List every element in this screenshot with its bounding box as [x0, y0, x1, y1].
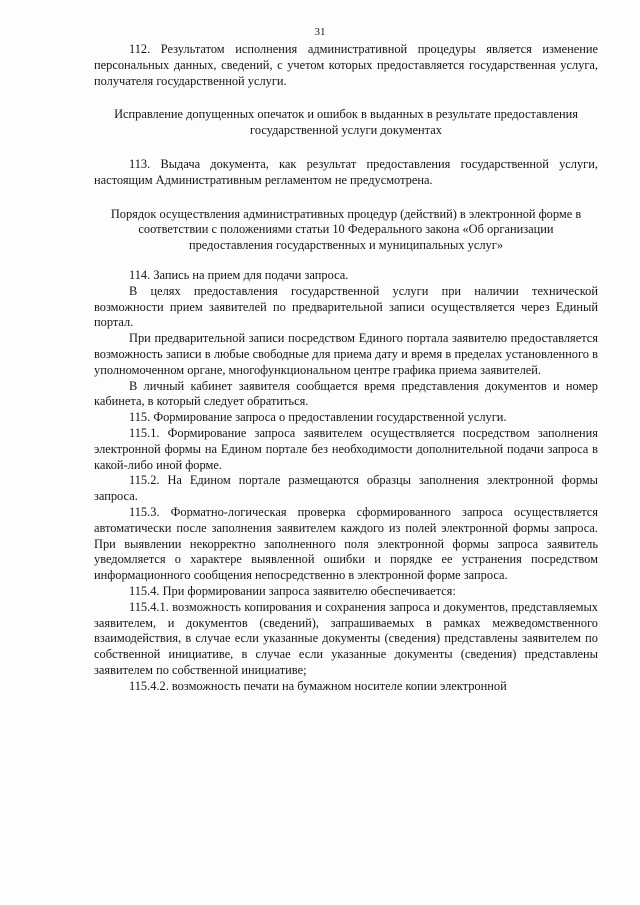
paragraph-115-2: 115.2. На Едином портале размещаются образцы заполнения электронной формы запроса. [94, 473, 598, 504]
paragraph-114: 114. Запись на прием для подачи запроса. [129, 267, 349, 282]
paragraph-114-c: В личный кабинет заявителя сообщается время представления документов и номер кабинета, в который следует обратиться. [94, 378, 598, 409]
paragraph-113: 113. Выдача документа, как результат предоставления государственной услуги, настоящим Административным регламентом не предусмотрена. [94, 156, 598, 187]
paragraph-115-3: 115.3. Форматно-логическая проверка сформированного запроса осуществляется автоматически после заполнения заявителем каждого из полей электронной формы запроса. При выявлении некорректно заполненного поля электронной формы запроса заявитель уведомляется о характере выявленной ошибки и порядке ее устранения посредством информационного сообщения непосредственно в электронной форме запроса. [94, 504, 598, 583]
paragraph-112: 112. Результатом исполнения административной процедуры является изменение персональных данных, сведений, с учетом которых предоставляется государственная услуга, получателя государственной услуги. [94, 42, 598, 88]
paragraph-115: 115. Формирование запроса о предоставлении государственной услуги. [129, 410, 507, 425]
section-heading-electronic-procedures: Порядок осуществления административных процедур (действий) в электронной форме в соответствии с положениями статьи 10 Федерального закона «Об организации предоставления государственных и муниципальных услуг» [110, 206, 582, 253]
section-heading-corrections: Исправление допущенных опечаток и ошибок в выданных в результате предоставления государственной услуги документах [114, 107, 578, 138]
paragraph-115-4-1: 115.4.1. возможность копирования и сохранения запроса и документов, представляемых заявителем, и документов (сведений), запрашиваемых в рамках межведомственного взаимодействия, в случае если указанные документы (сведения) представлены заявителем по собственной инициативе, в случае если указанные документы (сведения) представлены заявителем по собственной инициативе; [94, 599, 598, 677]
paragraph-115-4-2: 115.4.2. возможность печати на бумажном носителе копии электронной [129, 678, 507, 693]
paragraph-115-1: 115.1. Формирование запроса заявителем осуществляется посредством заполнения электронной формы на Едином портале без необходимости дополнительной подачи запроса в какой-либо иной форме. [94, 425, 598, 472]
document-body [94, 42, 598, 694]
paragraph-115-4: 115.4. При формировании запроса заявителю обеспечивается: [129, 583, 456, 598]
paragraph-114-a: В целях предоставления государственной услуги при наличии технической возможности прием заявителей по предварительной записи осуществляется через Единый портал. [94, 283, 598, 330]
page-number: 31 [314, 26, 326, 38]
paragraph-114-b: При предварительной записи посредством Единого портала заявителю предоставляется возможность записи в любые свободные для приема дату и время в пределах установленного в уполномоченном органе, многофункциональном центре графика приема заявителей. [94, 331, 598, 377]
